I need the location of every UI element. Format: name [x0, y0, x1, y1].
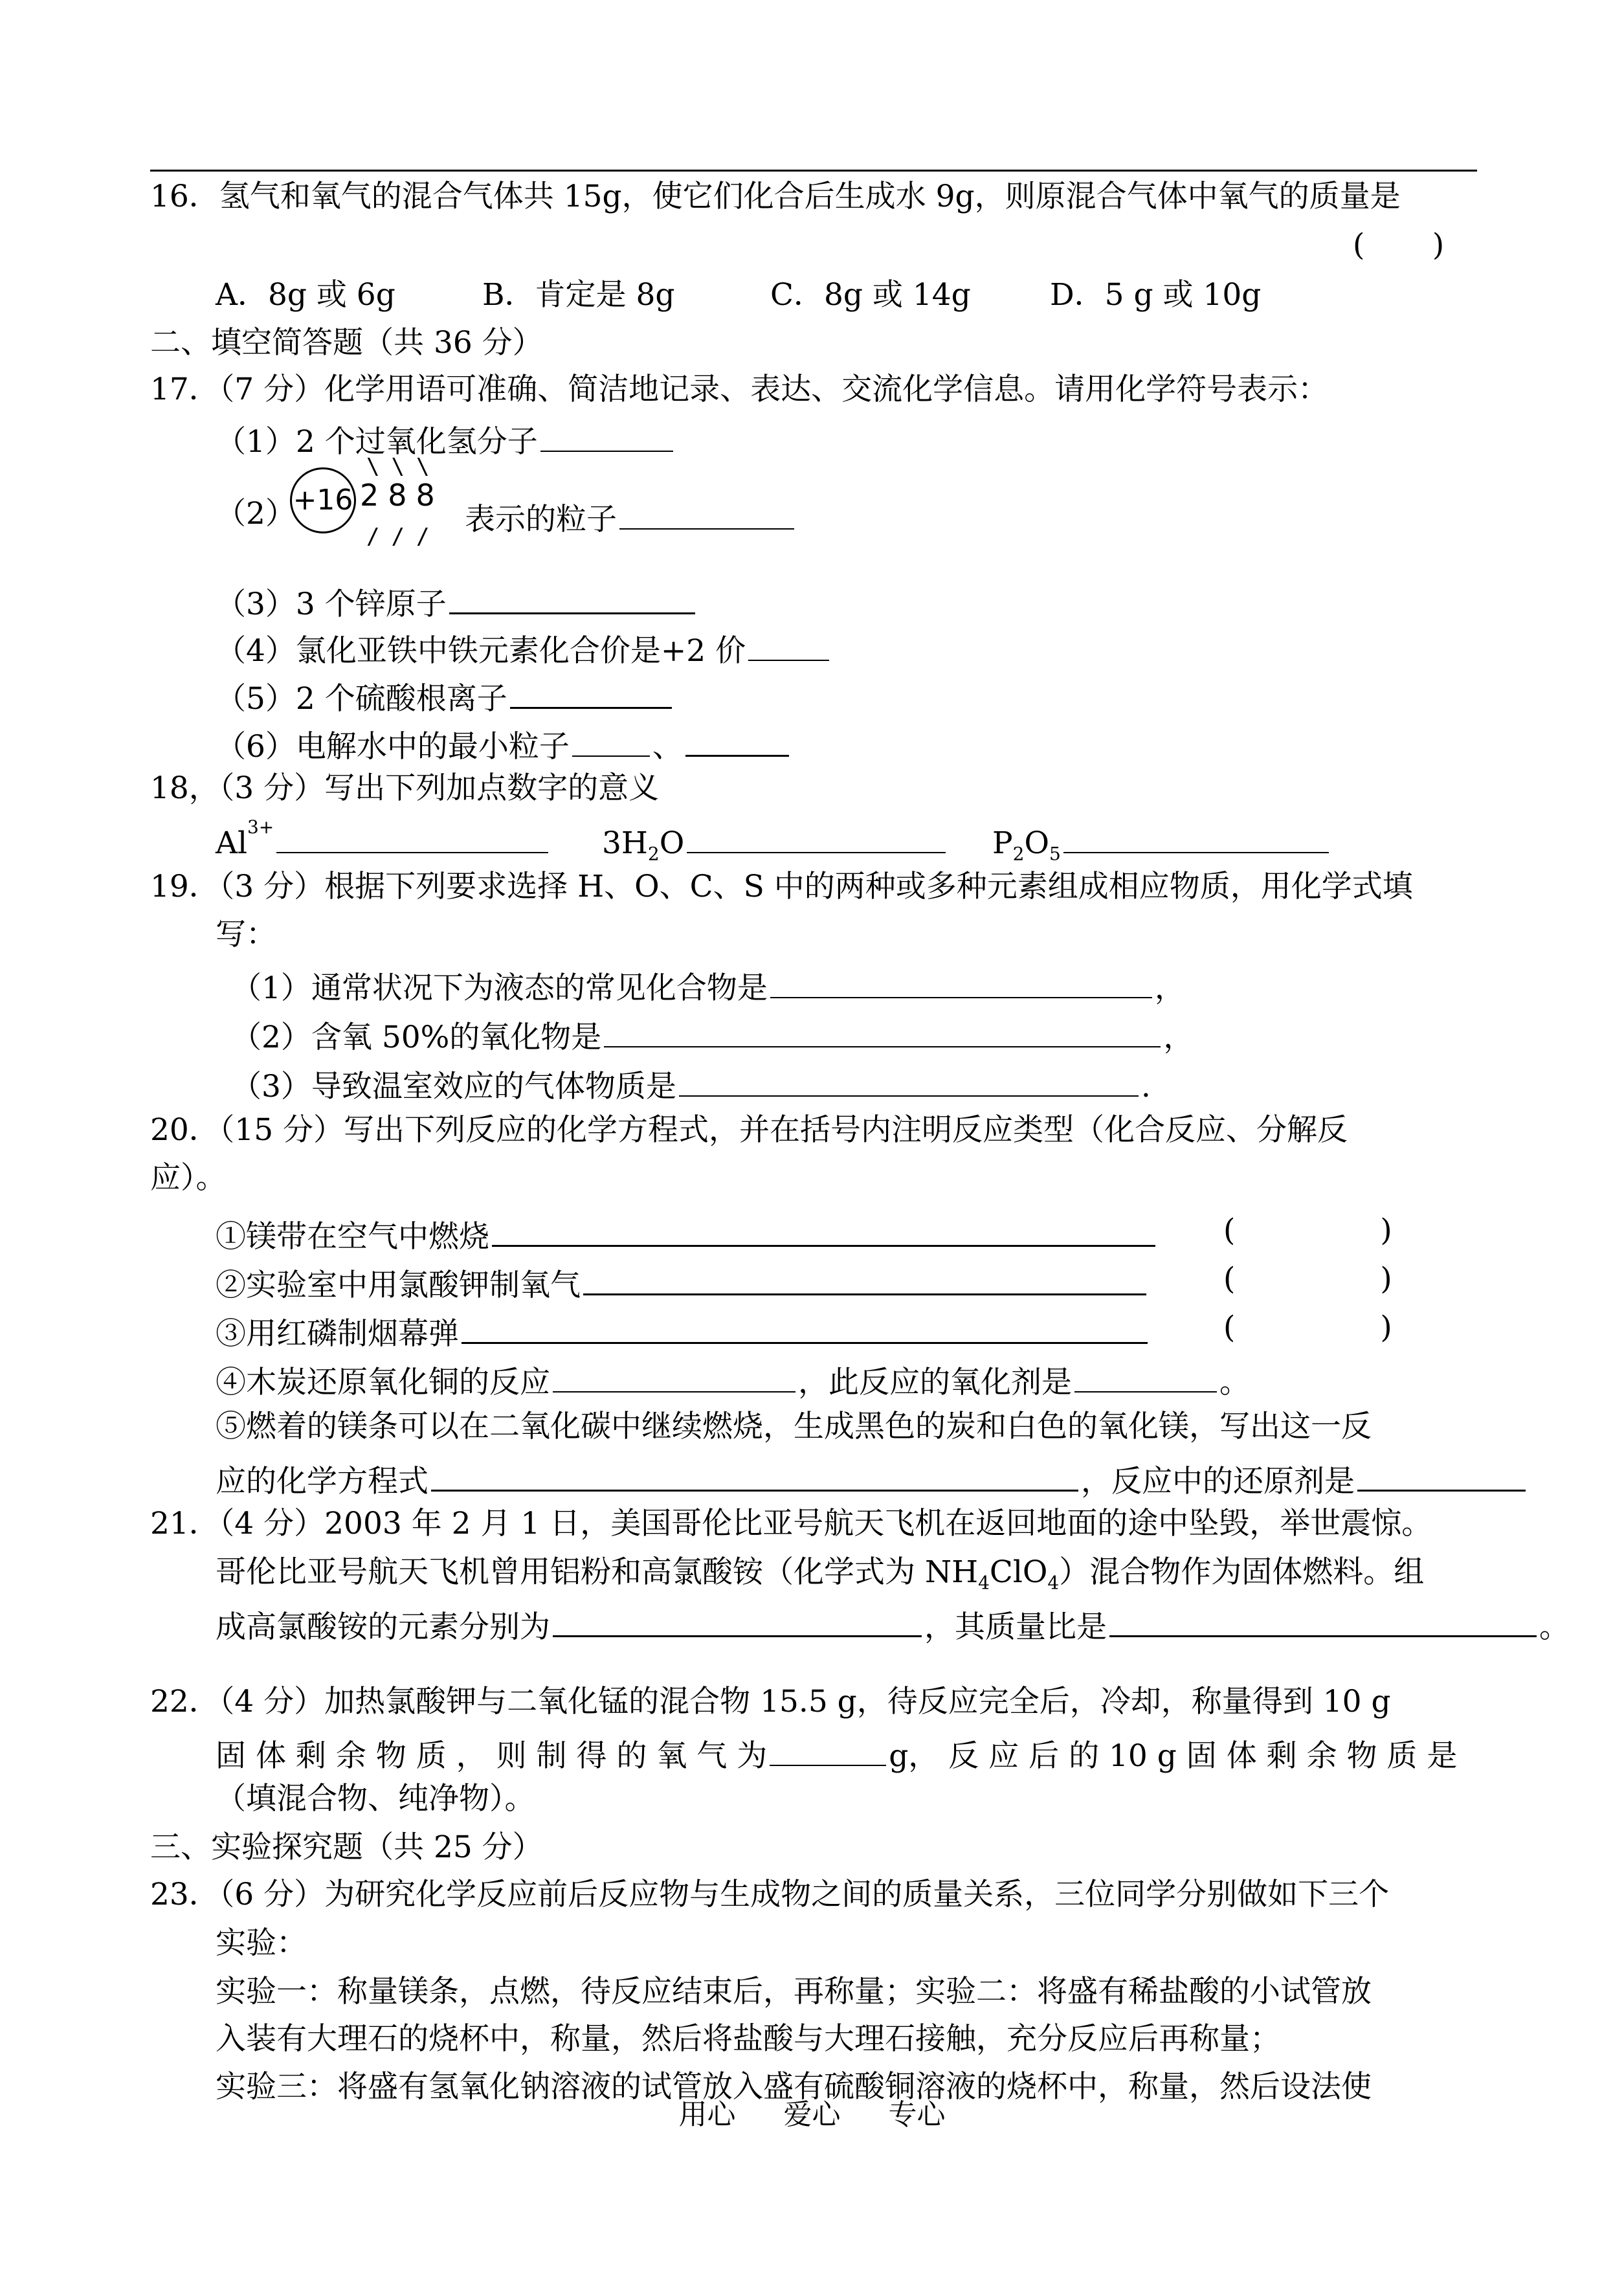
q19-stem-line-1: 19．（3 分）根据下列要求选择 H、O、C、S 中的两种或多种元素组成相应物质，用化学式填 — [150, 869, 1413, 904]
q17-item-3 — [216, 583, 698, 620]
q19-stem-line-2: 写： — [216, 917, 276, 952]
q17-stem: 17．（7 分）化学用语可准确、简洁地记录、表达、交流化学信息。请用化学符号表示： — [150, 372, 1329, 407]
q23-line-1: 23．（6 分）为研究化学反应前后反应物与生成物之间的质量关系，三位同学分别做如下三个 — [150, 1877, 1390, 1912]
p-subscript: 2 — [1012, 843, 1025, 865]
q17-item-2-number: （2） — [216, 496, 296, 531]
q16-answer-paren: ( ) — [1353, 227, 1445, 263]
h2o-subscript: 2 — [647, 843, 660, 865]
q23-line-4: 入装有大理石的烧杯中，称量，然后将盐酸与大理石接触，充分反应后再称量； — [216, 2021, 1280, 2057]
q21-clo4-subscript: 4 — [1047, 1572, 1060, 1594]
q19-item-3-text: （3）导致温室效应的气体物质是 — [231, 1069, 676, 1104]
sulfur-atom-structure-diagram — [290, 454, 491, 558]
q19-item-2-end: ， — [1163, 1020, 1194, 1055]
q16-option-c: C．8g 或 14g — [770, 277, 971, 313]
q20-reaction-3-text: ③用红磷制烟幕弹 — [216, 1316, 459, 1352]
q21-line-2 — [216, 1554, 1425, 1594]
answer-blank[interactable] — [1074, 1361, 1217, 1393]
h2o-o: O — [659, 825, 685, 861]
q17-item-6 — [216, 725, 792, 765]
q22-line-3: （填混合物、纯净物）。 — [216, 1781, 535, 1817]
q20-reaction-2 — [216, 1264, 1149, 1301]
q18-stem: 18，（3 分）写出下列加点数字的意义 — [150, 770, 660, 806]
section-3-heading: 三、实验探究题（共 25 分） — [150, 1829, 543, 1865]
answer-blank[interactable] — [276, 822, 548, 853]
q17-item-6-separator: 、 — [652, 729, 683, 765]
answer-blank[interactable] — [449, 583, 695, 614]
q21-line-3b: ，其质量比是 — [924, 1609, 1107, 1645]
q20-reaction-2-type-paren[interactable]: ( ) — [1223, 1261, 1392, 1297]
q20-reaction-4-end: 。 — [1219, 1365, 1250, 1400]
answer-blank[interactable] — [553, 1361, 795, 1393]
answer-blank[interactable] — [1109, 1605, 1537, 1637]
q23-line-3: 实验一：称量镁条，点燃，待反应结束后，再称量；实验二：将盛有稀盐酸的小试管放 — [216, 1974, 1372, 2009]
answer-blank[interactable] — [583, 1264, 1146, 1295]
al-symbol: Al — [216, 825, 247, 861]
q21-line-2b: ClO — [989, 1554, 1048, 1590]
q22-line-2a: 固 体 剩 余 物 质 ， 则 制 得 的 氧 气 为 — [216, 1738, 768, 1774]
q21-line-1: 21．（4 分）2003 年 2 月 1 日，美国哥伦比亚号航天飞机在返回地面的途中坠毁，举世震惊。 — [150, 1506, 1432, 1541]
answer-blank[interactable] — [540, 421, 673, 452]
q19-item-1-end: ， — [1154, 970, 1185, 1006]
page-footer: 用心 爱心 专心 — [678, 2098, 946, 2131]
q22-line-2 — [216, 1735, 1458, 1774]
top-rule — [150, 170, 1477, 172]
q20-reaction-2-text: ②实验室中用氯酸钾制氧气 — [216, 1268, 581, 1303]
q18-p2o5 — [992, 822, 1331, 863]
q20-reaction-4-oxidant-text: ，此反应的氧化剂是 — [798, 1365, 1072, 1400]
q19-item-1-text: （1）通常状况下为液态的常见化合物是 — [231, 970, 768, 1006]
answer-blank[interactable] — [492, 1215, 1155, 1247]
q17-item-5 — [216, 677, 674, 717]
q23-line-2: 实验： — [216, 1925, 307, 1961]
q21-line-2a: 哥伦比亚号航天飞机曾用铝粉和高氯酸铵（化学式为 NH — [216, 1554, 979, 1590]
q20-reaction-5-line-2 — [216, 1460, 1528, 1497]
electron-shells: 288 — [360, 478, 444, 513]
q17-item-1-text: （1）2 个过氧化氢分子 — [216, 424, 538, 460]
q19-item-2-text: （2）含氧 50%的氧化物是 — [231, 1020, 602, 1055]
q17-item-2-text: 表示的粒子 — [465, 502, 617, 537]
q21-line-3 — [216, 1605, 1570, 1645]
q19-item-2 — [231, 1016, 1194, 1053]
q20-reaction-1-type-paren[interactable]: ( ) — [1223, 1213, 1392, 1248]
q19-item-3-end: . — [1140, 1069, 1151, 1104]
q19-item-1 — [231, 967, 1185, 1006]
q20-stem-line-1: 20．（15 分）写出下列反应的化学方程式，并在括号内注明反应类型（化合反应、分解反 — [150, 1112, 1348, 1148]
answer-blank[interactable] — [770, 1735, 886, 1766]
q20-reaction-4 — [216, 1361, 1250, 1398]
p-symbol: P — [992, 825, 1013, 861]
answer-blank[interactable] — [1357, 1460, 1526, 1492]
q21-nh4-subscript: 4 — [978, 1572, 990, 1594]
q20-reaction-3 — [216, 1312, 1150, 1352]
q21-line-3c: 。 — [1539, 1609, 1570, 1645]
answer-blank[interactable] — [572, 726, 650, 757]
q18-al-ion — [216, 816, 551, 861]
answer-blank[interactable] — [431, 1460, 1078, 1492]
q17-item-3-text: （3）3 个锌原子 — [216, 587, 447, 622]
q20-stem-line-2: 应）。 — [150, 1160, 227, 1196]
answer-blank[interactable] — [510, 677, 672, 709]
answer-blank[interactable] — [553, 1605, 922, 1637]
q16-option-d: D．5 g 或 10g — [1050, 277, 1262, 313]
shell-arc-marks-top: \\\ — [366, 454, 441, 480]
answer-blank[interactable] — [687, 822, 946, 853]
answer-blank[interactable] — [679, 1066, 1139, 1097]
q17-item-2 — [465, 498, 797, 535]
q20-reaction-1 — [216, 1215, 1158, 1255]
q21-line-2c: ）混合物作为固体燃料。组 — [1059, 1554, 1425, 1590]
answer-blank[interactable] — [748, 630, 829, 661]
answer-blank[interactable] — [604, 1016, 1161, 1047]
q20-reaction-4-text: ④木炭还原氧化铜的反应 — [216, 1365, 550, 1400]
answer-blank[interactable] — [770, 967, 1152, 998]
q21-line-3a: 成高氯酸铵的元素分别为 — [216, 1609, 550, 1645]
answer-blank[interactable] — [462, 1312, 1148, 1344]
answer-blank[interactable] — [685, 725, 789, 757]
q16-option-a: A．8g 或 6g — [216, 277, 395, 313]
q19-item-3 — [231, 1066, 1151, 1102]
q17-item-1 — [216, 421, 676, 460]
shell-arc-marks-bottom: /// — [366, 524, 441, 550]
answer-blank[interactable] — [619, 498, 794, 530]
o-subscript: 5 — [1049, 843, 1061, 865]
q17-item-6-text: （6）电解水中的最小粒子 — [216, 729, 570, 765]
al-charge: 3+ — [247, 816, 274, 838]
q18-water — [602, 822, 948, 863]
section-2-heading: 二、填空简答题（共 36 分） — [150, 325, 543, 361]
q20-reaction-3-type-paren[interactable]: ( ) — [1223, 1310, 1392, 1345]
q16-option-b: B．肯定是 8g — [482, 277, 675, 313]
q23-line-5: 实验三：将盛有氢氧化钠溶液的试管放入盛有硫酸铜溶液的烧杯中，称量，然后设法使 — [216, 2069, 1372, 2105]
q17-item-4 — [216, 630, 832, 669]
q20-reaction-5-equation-text: 应的化学方程式 — [216, 1464, 428, 1499]
q17-item-5-text: （5）2 个硫酸根离子 — [216, 681, 507, 717]
q16-stem: 16．氢气和氧气的混合气体共 15g，使它们化合后生成水 9g，则原混合气体中氧气的质量是 — [150, 179, 1401, 214]
answer-blank[interactable] — [1063, 822, 1329, 853]
o-symbol: O — [1024, 825, 1049, 861]
q20-reaction-5-line-1: ⑤燃着的镁条可以在二氧化碳中继续燃烧，生成黑色的炭和白色的氧化镁，写出这一反 — [216, 1409, 1372, 1444]
q20-reaction-5-reducer-text: ，反应中的还原剂是 — [1081, 1464, 1355, 1499]
q22-line-2b: g， 反 应 后 的 10 g 固 体 剩 余 物 质 是 — [889, 1738, 1458, 1774]
q20-reaction-1-text: ①镁带在空气中燃烧 — [216, 1219, 489, 1255]
h2o-prefix: 3H — [602, 825, 648, 861]
q17-item-4-text: （4）氯化亚铁中铁元素化合价是+2 价 — [216, 633, 746, 669]
q22-line-1: 22．（4 分）加热氯酸钾与二氧化锰的混合物 15.5 g，待反应完全后，冷却，称量得到 10 g — [150, 1684, 1391, 1719]
nucleus-circle: +16 — [290, 467, 356, 533]
